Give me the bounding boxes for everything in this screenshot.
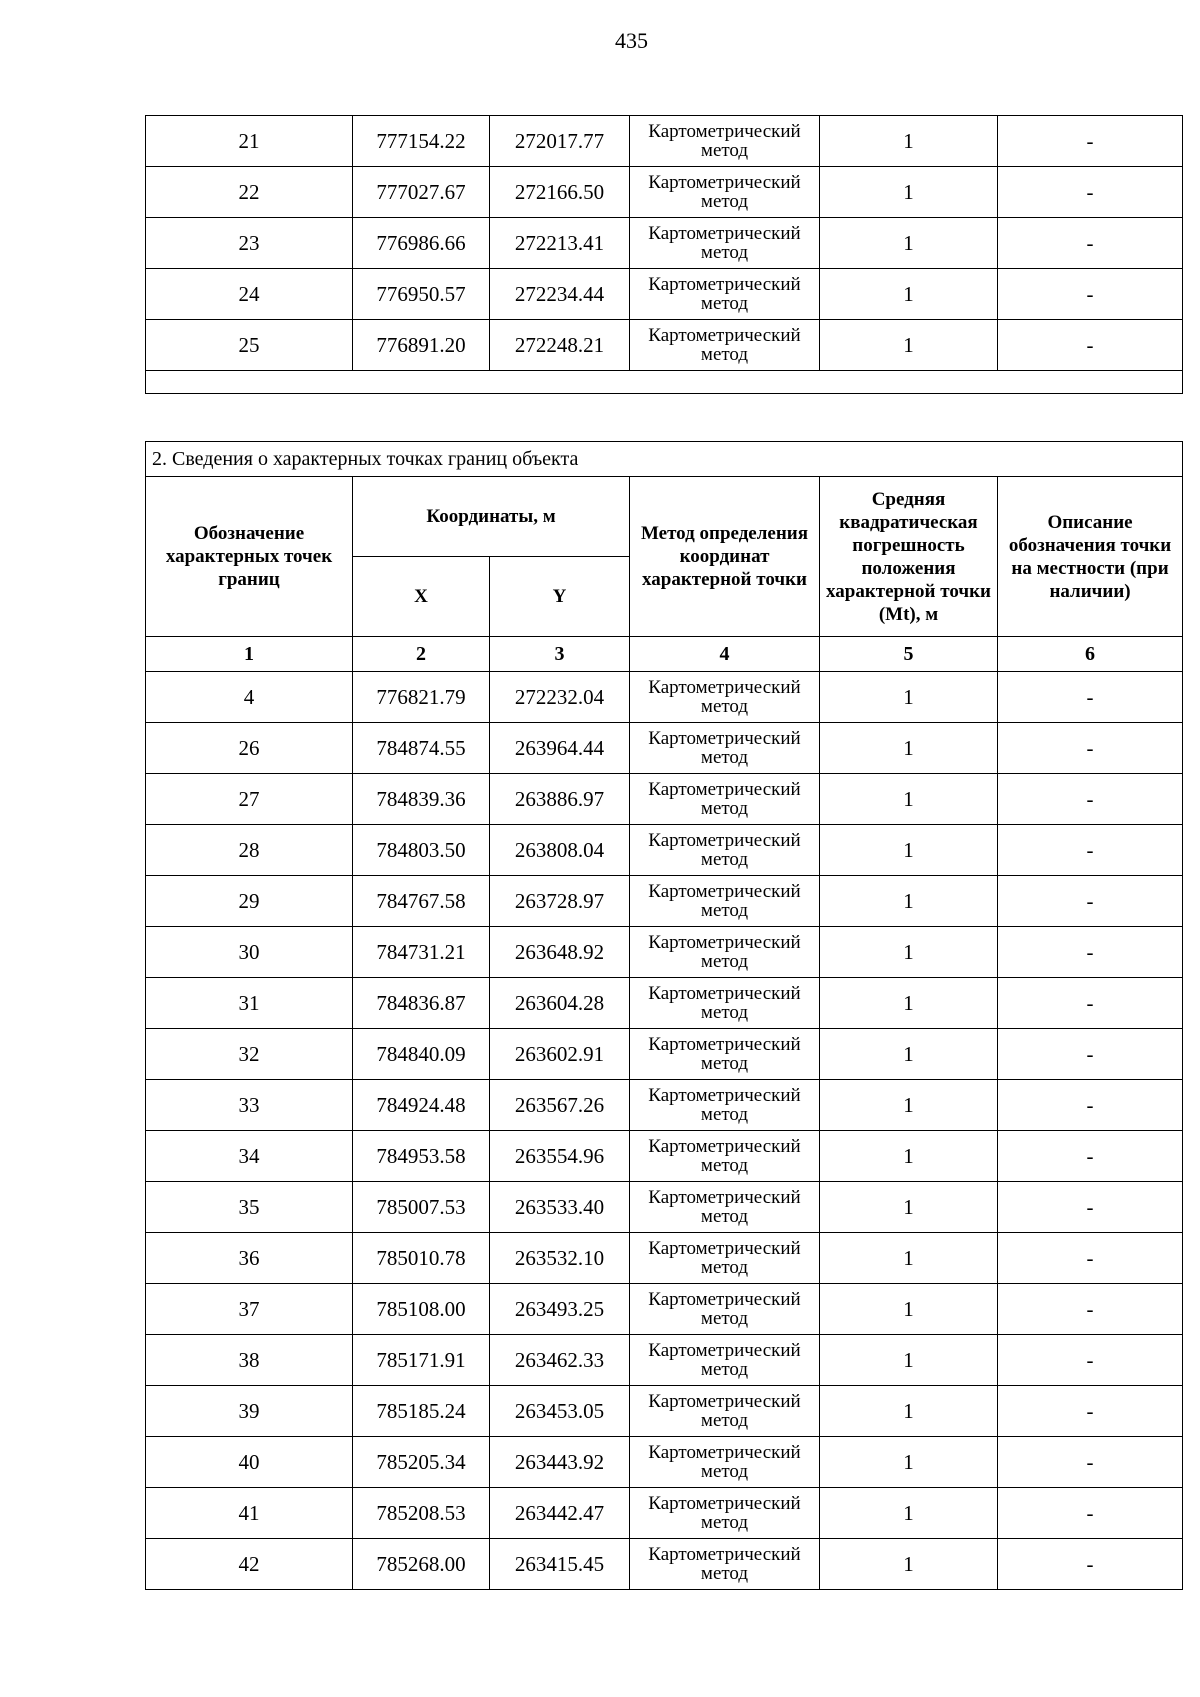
cell-description: - — [998, 1335, 1183, 1386]
empty-row — [146, 371, 1183, 394]
cell-point-number: 32 — [146, 1029, 353, 1080]
cell-mean-error: 1 — [820, 876, 998, 927]
cell-method: Картометрический метод — [630, 1335, 820, 1386]
cell-method: Картометрический метод — [630, 825, 820, 876]
cell-method: Картометрический метод — [630, 218, 820, 269]
cell-x-coordinate: 785205.34 — [353, 1437, 490, 1488]
table-row — [146, 1284, 1183, 1335]
cell-x-coordinate: 784874.55 — [353, 723, 490, 774]
cell-method: Картометрический метод — [630, 1539, 820, 1590]
cell-y-coordinate: 263728.97 — [490, 876, 630, 927]
table-row — [146, 1029, 1183, 1080]
cell-description: - — [998, 1386, 1183, 1437]
cell-point-number: 40 — [146, 1437, 353, 1488]
cell-y-coordinate: 263533.40 — [490, 1182, 630, 1233]
cell-x-coordinate: 776891.20 — [353, 320, 490, 371]
cell-y-coordinate: 263442.47 — [490, 1488, 630, 1539]
table-row — [146, 167, 1183, 218]
cell-y-coordinate: 272017.77 — [490, 116, 630, 167]
cell-method: Картометрический метод — [630, 1029, 820, 1080]
table-row — [146, 320, 1183, 371]
table-row — [146, 1386, 1183, 1437]
cell-description: - — [998, 1233, 1183, 1284]
cell-x-coordinate: 776950.57 — [353, 269, 490, 320]
cell-point-number: 36 — [146, 1233, 353, 1284]
table-row — [146, 774, 1183, 825]
cell-point-number: 27 — [146, 774, 353, 825]
cell-method: Картометрический метод — [630, 672, 820, 723]
cell-method: Картометрический метод — [630, 723, 820, 774]
cell-point-number: 26 — [146, 723, 353, 774]
column-number: 5 — [820, 637, 998, 672]
cell-description: - — [998, 1284, 1183, 1335]
cell-mean-error: 1 — [820, 1437, 998, 1488]
cell-method: Картометрический метод — [630, 320, 820, 371]
cell-description: - — [998, 218, 1183, 269]
cell-method: Картометрический метод — [630, 1437, 820, 1488]
cell-x-coordinate: 785208.53 — [353, 1488, 490, 1539]
cell-mean-error: 1 — [820, 1131, 998, 1182]
cell-method: Картометрический метод — [630, 1080, 820, 1131]
cell-mean-error: 1 — [820, 1233, 998, 1284]
cell-x-coordinate: 784803.50 — [353, 825, 490, 876]
cell-method: Картометрический метод — [630, 978, 820, 1029]
cell-point-number: 34 — [146, 1131, 353, 1182]
cell-description: - — [998, 825, 1183, 876]
table-row — [146, 269, 1183, 320]
cell-method: Картометрический метод — [630, 876, 820, 927]
cell-description: - — [998, 167, 1183, 218]
cell-mean-error: 1 — [820, 1080, 998, 1131]
cell-point-number: 4 — [146, 672, 353, 723]
cell-description: - — [998, 1182, 1183, 1233]
cell-point-number: 28 — [146, 825, 353, 876]
cell-x-coordinate: 785108.00 — [353, 1284, 490, 1335]
cell-method: Картометрический метод — [630, 1182, 820, 1233]
cell-point-number: 38 — [146, 1335, 353, 1386]
table-row — [146, 1080, 1183, 1131]
cell-description: - — [998, 116, 1183, 167]
cell-x-coordinate: 785268.00 — [353, 1539, 490, 1590]
cell-description: - — [998, 1437, 1183, 1488]
cell-method: Картометрический метод — [630, 1386, 820, 1437]
cell-y-coordinate: 272248.21 — [490, 320, 630, 371]
cell-y-coordinate: 272213.41 — [490, 218, 630, 269]
cell-point-number: 42 — [146, 1539, 353, 1590]
cell-point-number: 41 — [146, 1488, 353, 1539]
cell-description: - — [998, 927, 1183, 978]
cell-mean-error: 1 — [820, 978, 998, 1029]
cell-mean-error: 1 — [820, 320, 998, 371]
cell-mean-error: 1 — [820, 116, 998, 167]
table-row — [146, 1488, 1183, 1539]
cell-description: - — [998, 978, 1183, 1029]
cell-description: - — [998, 1029, 1183, 1080]
cell-x-coordinate: 784953.58 — [353, 1131, 490, 1182]
column-number: 3 — [490, 637, 630, 672]
cell-y-coordinate: 272232.04 — [490, 672, 630, 723]
cell-x-coordinate: 784840.09 — [353, 1029, 490, 1080]
header-point-designation: Обозначение характерных точек границ — [146, 477, 353, 637]
cell-y-coordinate: 263964.44 — [490, 723, 630, 774]
cell-description: - — [998, 723, 1183, 774]
cell-y-coordinate: 263886.97 — [490, 774, 630, 825]
table-row — [146, 876, 1183, 927]
cell-mean-error: 1 — [820, 927, 998, 978]
table-row — [146, 1437, 1183, 1488]
cell-y-coordinate: 263415.45 — [490, 1539, 630, 1590]
cell-point-number: 25 — [146, 320, 353, 371]
cell-y-coordinate: 263567.26 — [490, 1080, 630, 1131]
cell-y-coordinate: 272234.44 — [490, 269, 630, 320]
empty-cell — [146, 371, 1183, 394]
cell-y-coordinate: 263453.05 — [490, 1386, 630, 1437]
table-1-body — [146, 116, 1183, 371]
header-mean-error: Средняя квадратическая погрешность положения характерной точки (Mt), м — [820, 477, 998, 637]
cell-y-coordinate: 263808.04 — [490, 825, 630, 876]
table-row — [146, 116, 1183, 167]
cell-method: Картометрический метод — [630, 1284, 820, 1335]
cell-point-number: 24 — [146, 269, 353, 320]
header-method: Метод определения координат характерной точки — [630, 477, 820, 637]
cell-x-coordinate: 784836.87 — [353, 978, 490, 1029]
cell-point-number: 22 — [146, 167, 353, 218]
table-row — [146, 927, 1183, 978]
cell-mean-error: 1 — [820, 167, 998, 218]
cell-x-coordinate: 785171.91 — [353, 1335, 490, 1386]
cell-point-number: 35 — [146, 1182, 353, 1233]
column-number: 1 — [146, 637, 353, 672]
cell-x-coordinate: 784731.21 — [353, 927, 490, 978]
cell-method: Картометрический метод — [630, 116, 820, 167]
cell-mean-error: 1 — [820, 218, 998, 269]
cell-x-coordinate: 776821.79 — [353, 672, 490, 723]
cell-point-number: 23 — [146, 218, 353, 269]
cell-point-number: 30 — [146, 927, 353, 978]
boundary-points-table — [145, 441, 1183, 1590]
cell-method: Картометрический метод — [630, 1233, 820, 1284]
cell-y-coordinate: 263648.92 — [490, 927, 630, 978]
cell-description: - — [998, 1488, 1183, 1539]
table-row — [146, 978, 1183, 1029]
cell-description: - — [998, 1080, 1183, 1131]
header-x: X — [353, 557, 490, 637]
cell-y-coordinate: 263554.96 — [490, 1131, 630, 1182]
cell-y-coordinate: 263443.92 — [490, 1437, 630, 1488]
cell-mean-error: 1 — [820, 1284, 998, 1335]
coordinates-table-continued — [145, 115, 1183, 394]
cell-x-coordinate: 784767.58 — [353, 876, 490, 927]
cell-y-coordinate: 263604.28 — [490, 978, 630, 1029]
cell-x-coordinate: 777154.22 — [353, 116, 490, 167]
table-row — [146, 1233, 1183, 1284]
table-row — [146, 1182, 1183, 1233]
table-row — [146, 825, 1183, 876]
cell-y-coordinate: 263532.10 — [490, 1233, 630, 1284]
cell-method: Картометрический метод — [630, 269, 820, 320]
cell-x-coordinate: 785185.24 — [353, 1386, 490, 1437]
cell-x-coordinate: 776986.66 — [353, 218, 490, 269]
cell-x-coordinate: 777027.67 — [353, 167, 490, 218]
cell-description: - — [998, 269, 1183, 320]
column-number: 4 — [630, 637, 820, 672]
cell-description: - — [998, 1131, 1183, 1182]
cell-mean-error: 1 — [820, 1488, 998, 1539]
table-row — [146, 218, 1183, 269]
cell-x-coordinate: 784924.48 — [353, 1080, 490, 1131]
cell-description: - — [998, 876, 1183, 927]
cell-mean-error: 1 — [820, 723, 998, 774]
table-row — [146, 672, 1183, 723]
cell-method: Картометрический метод — [630, 1488, 820, 1539]
cell-mean-error: 1 — [820, 774, 998, 825]
cell-mean-error: 1 — [820, 672, 998, 723]
cell-mean-error: 1 — [820, 1335, 998, 1386]
cell-method: Картометрический метод — [630, 167, 820, 218]
cell-point-number: 37 — [146, 1284, 353, 1335]
cell-mean-error: 1 — [820, 1386, 998, 1437]
cell-mean-error: 1 — [820, 1182, 998, 1233]
cell-description: - — [998, 774, 1183, 825]
cell-mean-error: 1 — [820, 1029, 998, 1080]
cell-mean-error: 1 — [820, 825, 998, 876]
cell-point-number: 21 — [146, 116, 353, 167]
header-description: Описание обозначения точки на местности (при наличии) — [998, 477, 1183, 637]
header-coordinates: Координаты, м — [353, 477, 630, 557]
header-y: Y — [490, 557, 630, 637]
table-row — [146, 723, 1183, 774]
cell-y-coordinate: 263493.25 — [490, 1284, 630, 1335]
table-row — [146, 1539, 1183, 1590]
cell-description: - — [998, 320, 1183, 371]
cell-x-coordinate: 784839.36 — [353, 774, 490, 825]
cell-method: Картометрический метод — [630, 927, 820, 978]
cell-mean-error: 1 — [820, 269, 998, 320]
table-2-body — [146, 672, 1183, 1590]
cell-point-number: 29 — [146, 876, 353, 927]
cell-description: - — [998, 1539, 1183, 1590]
cell-x-coordinate: 785007.53 — [353, 1182, 490, 1233]
cell-point-number: 31 — [146, 978, 353, 1029]
cell-y-coordinate: 263602.91 — [490, 1029, 630, 1080]
section-title: 2. Сведения о характерных точках границ объекта — [146, 442, 1183, 477]
cell-point-number: 39 — [146, 1386, 353, 1437]
cell-method: Картометрический метод — [630, 774, 820, 825]
cell-mean-error: 1 — [820, 1539, 998, 1590]
table-row — [146, 1131, 1183, 1182]
column-number: 6 — [998, 637, 1183, 672]
cell-point-number: 33 — [146, 1080, 353, 1131]
cell-y-coordinate: 263462.33 — [490, 1335, 630, 1386]
page-number: 435 — [615, 28, 648, 53]
column-number: 2 — [353, 637, 490, 672]
cell-y-coordinate: 272166.50 — [490, 167, 630, 218]
cell-x-coordinate: 785010.78 — [353, 1233, 490, 1284]
cell-description: - — [998, 672, 1183, 723]
cell-method: Картометрический метод — [630, 1131, 820, 1182]
table-row — [146, 1335, 1183, 1386]
